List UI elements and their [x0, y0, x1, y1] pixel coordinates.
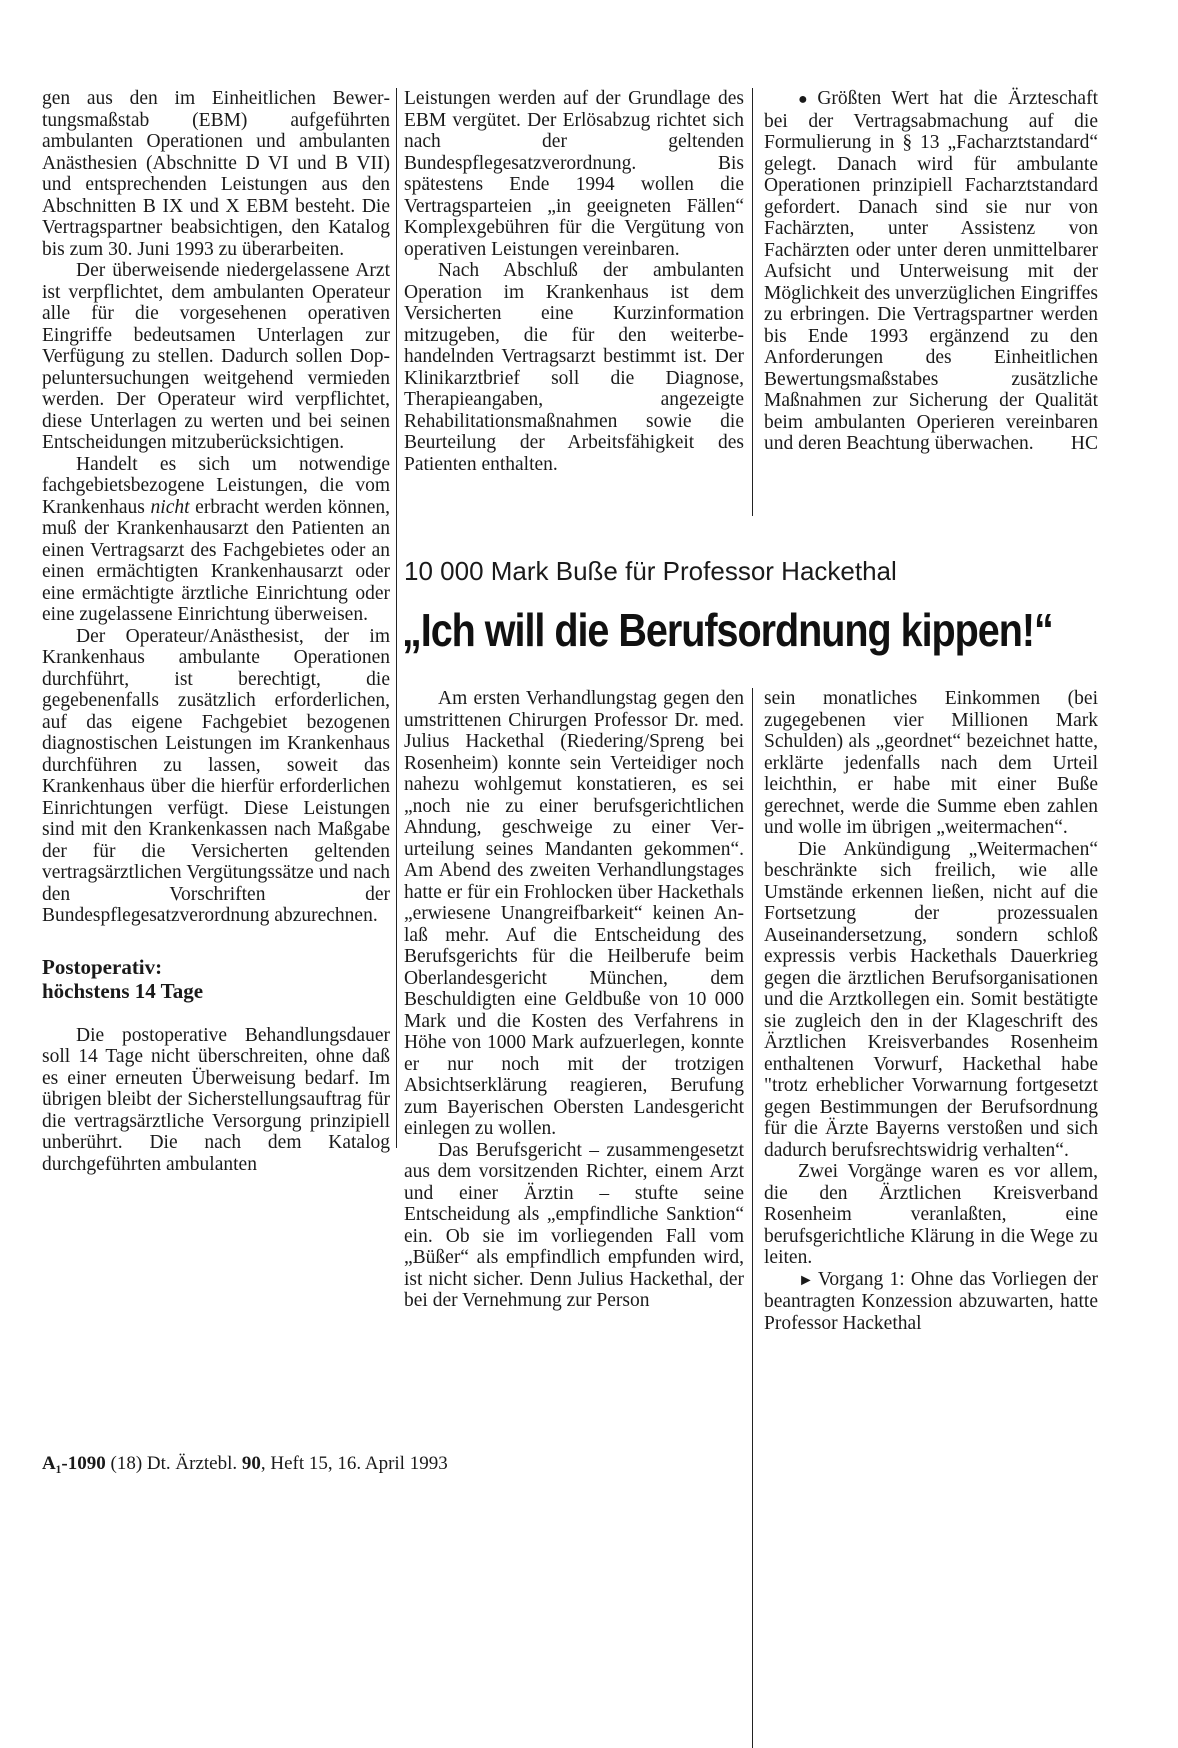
text-column-4 [404, 688, 744, 1312]
paragraph: gen aus den im Einheitlichen Bewertungsmaßstab (EBM) aufgeführten ambulanten Operationen und ambulanten Anästhesien (Abschnitte D VI und B VII) und entsprechenden Leistungen aus den Abschnitten B IX und X EBM besteht. Die Vertragspartner beabsichtigen, den Katalog bis zum 30. Juni 1993 zu überarbeiten. [42, 88, 390, 260]
article-kicker: 10 000 Mark Buße für Professor Hackethal [404, 556, 897, 586]
paragraph: Der Operateur/Anästhesist, der im Krankenhaus ambulante Operationen durchführt, ist berechtigt, die gegebenenfalls zusätzlich erforderlichen, auf das eigene Fachgebiet bezogenen diagnostischen Leistungen im Krankenhaus durchführen zu lassen, soweit das Krankenhaus über die hierfür erforderlichen Einrichtungen verfügt. Diese Leistungen sind mit den Krankenkassen nach Maßgabe der für die Versicherten geltenden vertragsärztlichen Vergütungssätze und nach den Vorschriften der Bundespflegesatzverordnung abzurechnen. [42, 625, 390, 926]
issue-prefix: (18) Dt. Ärztebl. [110, 1453, 238, 1474]
paragraph: Am ersten Verhandlungstag gegen den umstrittenen Chirurgen Professor Dr. med. Julius Hackethal (Riedering/Spreng bei Rosenheim) konnte sein Verteidiger noch nahezu wohlgemut konstatieren, es sei „noch nie zu einer berufsgerichtlichen Ahndung, geschweige zu einer Verurteilung seines Mandanten gekommen“. Am Abend des zweiten Verhandlungstages hatte er für ein Frohlocken über Hackethals „erwiesene Unangreifbarkeit“ keinen Anlaß mehr. Auf die Entscheidung des Berufsgerichts für die Heilberufe beim Oberlandesgericht München, dem Beschuldigten eine Geldbuße von 10 000 Mark und die Kosten des Verfahrens in Höhe von 1000 Mark aufzuerlegen, konnte er nur noch mit der trotzigen Absichtserklärung reagieren, Berufung zum Bayerischen Obersten Landesgericht einlegen zu wollen. [404, 688, 744, 1139]
text-run: Größten Wert hat die Ärzteschaft bei der Vertragsabmachung auf die Formulierung in § 13 „Facharztstandard“ gelegt. Danach wird für ambulante Operationen prinzipiell Facharztstandard gefordert. Danach sind sie nur von Fachärzten, unter Assistenz von Fachärzten oder unter deren unmittelbarer Aufsicht und Unterweisung mit der Möglichkeit des unverzüglichen Eingriffes zu erbringen. Die Vertragspartner werden bis Ende 1993 ergänzend zu den Anforderungen des Einheitlichen Bewertungsmaßstabes zusätzliche Maßnahmen zur Sicherung der Qualität beim ambulanten Operieren vereinbaren und deren Beachtung überwachen. [764, 88, 1098, 454]
volume-number: 90 [241, 1453, 261, 1474]
paragraph: Die Ankündigung „Weitermachen“ beschränkte sich freilich, wie alle Umstände erkennen ließen, nicht auf die Fortsetzung der prozessualen Auseinandersetzung, sondern schloß expressis verbis Hackethals Dauerkrieg gegen die ärztlichen Berufsorganisationen und die Arztkollegen ein. Somit bestätigte sie zugleich den in der Klageschrift des Ärztlichen Kreisverbandes Rosenheim enthaltenen Vorwurf, Hackethal habe "trotz erheblicher Vorwarnung fortgesetzt gegen Bestimmungen der Berufsordnung für die Ärzte Bayerns verstoßen und sich dadurch berufsrechtswidrig verhalten“. [764, 838, 1098, 1161]
section-heading-line: Postoperativ: [42, 954, 163, 979]
page-number: A₁-1090 [42, 1453, 106, 1474]
paragraph: Nach Abschluß der ambulanten Operation im Krankenhaus ist dem Versicherten eine Kurzinformation mitzugeben, die für den weiterbehandelnden Vertragsarzt bestimmt ist. Der Klinikarztbrief soll die Diagnose, Therapieangaben, angezeigte Rehabilitationsmaßnahmen sowie die Beurteilung der Arbeitsfähigkeit des Patienten enthalten. [404, 260, 744, 475]
paragraph: Die postoperative Behandlungsdauer soll 14 Tage nicht überschreiten, ohne daß es einer erneuten Überweisung bedarf. Im übrigen bleibt der Sicherstellungsauftrag für die vertragsärztliche Versorgung prinzipiell unberührt. Die nach dem Katalog durchgeführten ambulanten [42, 1024, 390, 1175]
text-column-2 [404, 88, 744, 475]
author-initials: HC [1070, 433, 1098, 454]
section-heading [42, 955, 390, 1003]
text-column-1 [42, 88, 390, 1175]
text-column-5 [764, 688, 1098, 1334]
text-run: Handelt es sich um notwendige fachgebietsbezogene Leistungen, die vom Krankenhaus [42, 453, 390, 518]
paragraph: Das Berufsgericht – zusammengesetzt aus dem vorsitzenden Richter, einem Arzt und einer Ärztin – stufte seine Entscheidung als „empfindliche Sanktion“ ein. Ob sie im vorliegenden Fall vom „Büßer“ als empfindlich empfunden wird, ist nicht sicher. Denn Julius Hackethal, der bei der Vernehmung zur Person [404, 1139, 744, 1311]
text-column-3 [764, 88, 1098, 455]
bullet-icon: ● [798, 91, 814, 108]
section-heading-line: höchstens 14 Tage [42, 978, 204, 1003]
arrow-bullet-icon: ► [798, 1271, 814, 1289]
paragraph: Zwei Vorgänge waren es vor allem, die den Ärztlichen Kreisverband Rosenheim veranlaßten, eine berufsgerichtliche Klärung in die Wege zu leiten. [764, 1161, 1098, 1268]
column-rule-left [396, 88, 397, 1148]
text-run: erbracht werden können, muß der Krankenhausarzt den Patienten an einen Vertragsarzt des Fachgebietes oder an einen ermächtigten Krankenhausarzt oder eine ermächtigte ärztliche Einrichtung oder eine zugelassene Einrichtung überweisen. [42, 496, 390, 625]
page-footer [42, 1453, 448, 1475]
emphasis-text: nicht [150, 496, 190, 518]
paragraph: sein monatliches Einkommen (bei zugegebenen vier Millionen Mark Schulden) als „geordnet“ bezeichnet hatte, erklärte jedenfalls nach dem Urteil leichthin, er habe mit einer Buße gerechnet, werde die Summe eben zahlen und wolle im übrigen „weitermachen“. [764, 688, 1098, 838]
article-headline: „Ich will die Berufsordnung kippen!“ [402, 604, 1053, 656]
column-rule-right-bottom [752, 688, 753, 1748]
paragraph [764, 88, 1098, 455]
paragraph: Leistungen werden auf der Grundlage des EBM vergütet. Der Erlösabzug richtet sich nach der geltenden Bundespflegesatzverordnung. Bis spätestens Ende 1994 wollen die Vertragsparteien „in geeigneten Fällen“ Komplexgebühren für die Vergütung von operativen Leistungen vereinbaren. [404, 88, 744, 260]
column-rule-right-top [752, 88, 753, 516]
paragraph [764, 1269, 1098, 1335]
paragraph: Der überweisende niedergelassene Arzt ist verpflichtet, dem ambulanten Operateur alle für die vorgesehenen operativen Eingriffe bedeutsamen Unterlagen zur Verfügung zu stellen. Dadurch sollen Doppeluntersuchungen weitgehend vermieden werden. Der Operateur wird verpflichtet, diese Unterlagen zu werten und bei seinen Entscheidungen mitzuberücksichtigen. [42, 260, 390, 453]
text-run: Vorgang 1: Ohne das Vorliegen der beantragten Konzession abzuwarten, hatte Professor Hackethal [764, 1268, 1098, 1334]
issue-details: , Heft 15, 16. April 1993 [260, 1453, 448, 1474]
paragraph [42, 454, 390, 626]
